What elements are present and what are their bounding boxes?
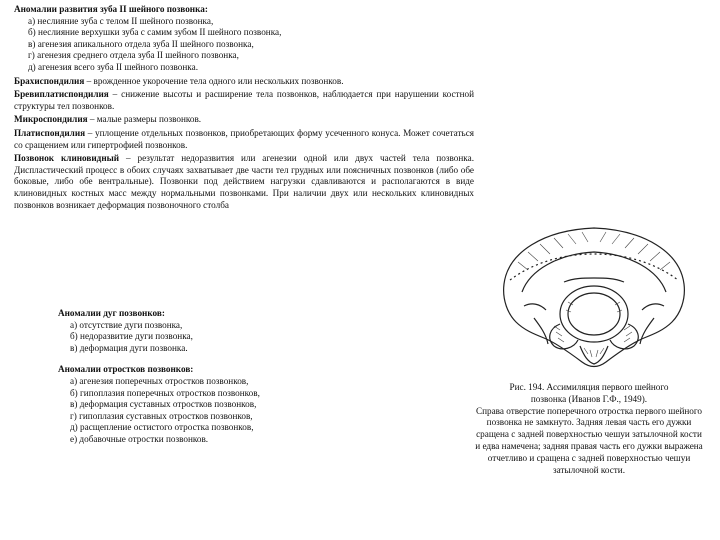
list-item: б) недоразвитие дуги позвонка,	[70, 331, 193, 342]
definition-text: – уплощение отдельных позвонков, приобретающих форму усеченного конуса. Может сочетаться со сращением или гипертрофией позвонков.	[14, 127, 474, 150]
skull-base-illustration	[494, 222, 694, 372]
arch-anomalies-title: Аномалии дуг позвонков:	[58, 308, 165, 318]
caption-source: позвонка (Иванов Г.Ф., 1949).	[530, 393, 648, 404]
definition-term: Брахиспондилия	[14, 75, 85, 86]
definition-term: Бревиплатиспондилия	[14, 89, 109, 100]
caption-title: Рис. 194. Ассимиляция первого шейного	[509, 382, 669, 392]
list-item: г) агенезия среднего отдела зуба II шейного позвонка,	[28, 50, 239, 61]
list-item: в) агенезия апикального отдела зуба II шейного позвонка,	[28, 38, 254, 49]
definition-platyspondyly	[14, 128, 474, 151]
list-item: б) гипоплазия поперечных отростков позвонков,	[70, 387, 260, 398]
list-item: а) отсутствие дуги позвонка,	[70, 319, 183, 330]
list-item: а) агенезия поперечных отростков позвонков,	[70, 375, 249, 386]
definition-term: Позвонок клиновидный	[14, 153, 120, 164]
definition-wedge-vertebra	[14, 153, 474, 211]
definition-term: Платиспондилия	[14, 127, 86, 138]
text-column-lower	[58, 308, 328, 446]
list-item: д) агенезия всего зуба II шейного позвонка.	[28, 61, 198, 72]
list-item: в) деформация суставных отростков позвонков,	[70, 399, 257, 410]
caption-body: Справа отверстие поперечного отростка первого шейного позвонка не замкнуто. Задняя левая часть его дужки сращена с задней поверхностью чешуи затылочной кости и едва намечена; задняя правая часть его дужки выражена отчетливо и сращена с задней поверхностью чешуи затылочной кости.	[475, 405, 703, 475]
figure-caption	[474, 382, 704, 476]
list-item: д) расщепление остистого отростка позвонков,	[70, 422, 254, 433]
definition-brachyspondyly	[14, 76, 474, 88]
dental-anomalies-title: Аномалии развития зуба II шейного позвонка:	[14, 4, 208, 14]
process-anomalies-title: Аномалии отростков позвонков:	[58, 364, 194, 375]
list-item: а) неслияние зуба с телом II шейного позвонка,	[28, 15, 214, 26]
list-item: б) неслияние верхушки зуба с самим зубом II шейного позвонка,	[28, 27, 282, 38]
list-item: г) гипоплазия суставных отростков позвонков,	[70, 410, 253, 421]
definition-text: – врожденное укорочение тела одного или нескольких позвонков.	[84, 75, 344, 86]
definition-breviplatyspondyly	[14, 89, 474, 112]
definition-term: Микроспондилия	[14, 114, 88, 125]
spacer	[58, 354, 328, 364]
list-item: е) добавочные отростки позвонков.	[70, 433, 209, 444]
definition-text: – снижение высоты и расширение тела позвонков, наблюдается при нарушении костной структуры тел позвонков.	[14, 89, 474, 111]
definition-text: – малые размеры позвонков.	[87, 114, 202, 125]
list-item: в) деформация дуги позвонка.	[70, 342, 188, 353]
text-column-upper	[14, 4, 474, 211]
definition-microspondyly	[14, 114, 474, 126]
definition-text: – результат недоразвития или агенезии одной или двух частей тела позвонка. Диспластический процесс в обоих случаях захватывает две части тел грудных или поясничных позвонков (либо обе боковые, либо обе вентральные). Позвонки под действием нагрузки сдавливаются и располагаются в виде клиновидных костных масс между нормальными позвонками. При наличии двух или нескольких клиновидных позвонков возникает деформация позвоночного столба	[14, 153, 474, 210]
